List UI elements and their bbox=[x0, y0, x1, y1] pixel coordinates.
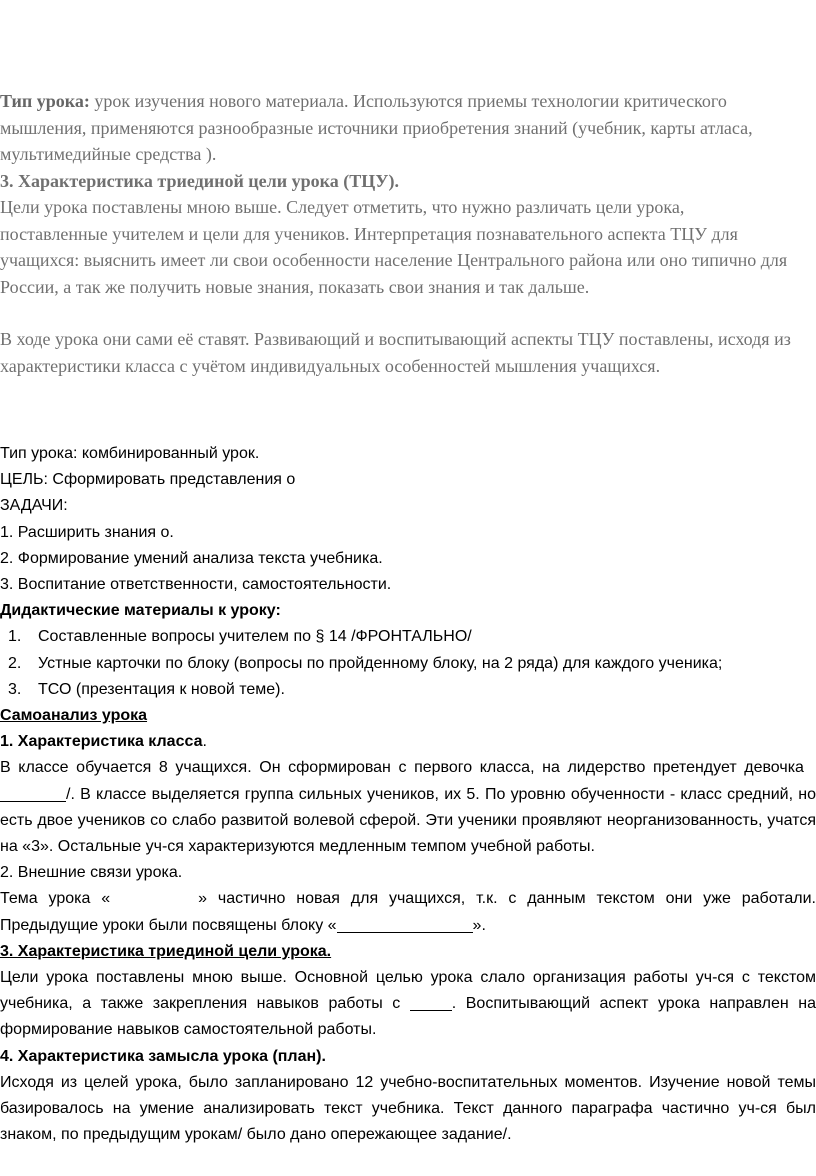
self-analysis-heading: Самоанализ урока bbox=[0, 707, 148, 725]
lesson-type-line: Тип урока: комбинированный урок. bbox=[0, 445, 260, 462]
blank-line bbox=[0, 300, 796, 326]
paragraph-text: ». bbox=[472, 916, 486, 934]
triune-goal-heading: 3. Характеристика триединой цели урока. bbox=[0, 942, 332, 960]
class-characteristic-paragraph bbox=[0, 755, 816, 860]
paragraph-text: . Воспитывающий аспект урока направлен на формирование навыков самостоятельной работы. bbox=[0, 995, 816, 1039]
class-characteristic-heading-line bbox=[0, 729, 816, 755]
task-item: 2. Формирование умений анализа текста учебника. bbox=[0, 549, 383, 567]
fill-in-blank bbox=[337, 915, 473, 933]
class-characteristic-heading: 1. Характеристика класса bbox=[0, 733, 203, 751]
fill-in-blank bbox=[0, 784, 66, 802]
paragraph-text: В классе обучается 8 учащихся. Он сформирован с первого класса, на лидерство претендует девочка bbox=[0, 759, 812, 777]
serif-section bbox=[0, 88, 796, 379]
paragraph-text: /. В классе выделяется группа сильных учеников, их 5. По уровню обученности - класс средний, но есть двое учеников со слабо развитой волевой сферой. Эти ученики проявляют неорганизованность, учатся на «3». Остальные уч-ся характеризуются медленным темпом учебной работы. bbox=[0, 785, 816, 856]
lesson-plan-paragraph: Исходя из целей урока, было запланировано 12 учебно-воспитательных моментов. Изучение новой темы базировалось на умение анализировать текст учебника. Текст данного параграфа частично уч-ся был знаком, по предыдущим урокам/ было дано опережающее задание/. bbox=[0, 1073, 816, 1144]
list-item bbox=[0, 677, 816, 703]
task-item: 1. Расширить знания о. bbox=[0, 523, 174, 541]
task-item: 3. Воспитание ответственности, самостоятельности. bbox=[0, 576, 392, 594]
lesson-type-paragraph bbox=[0, 88, 796, 168]
materials-heading: Дидактические материалы к уроку: bbox=[0, 602, 281, 620]
tcu-heading: 3. Характеристика триединой цели урока (ТЦУ). bbox=[0, 170, 399, 191]
lesson-type-text: урок изучения нового материала. Используются приемы технологии критического мышления, применяются разнообразные источники приобретения знаний (учебник, карты атласа, мультимедийные средства ). bbox=[0, 91, 753, 164]
list-item-number: 1. bbox=[8, 628, 22, 646]
heading-dot: . bbox=[202, 733, 207, 751]
list-item-number: 3. bbox=[8, 680, 22, 698]
sans-section bbox=[0, 441, 816, 1148]
goal-line: ЦЕЛЬ: Сформировать представления о bbox=[0, 471, 296, 489]
lesson-plan-heading: 4. Характеристика замысла урока (план). bbox=[0, 1047, 326, 1065]
paragraph-text: Цели урока поставлены мною выше. Основной целью урока слало организация работы уч-ся с текстом учебника, а также закрепления навыков работы с bbox=[0, 969, 816, 1013]
list-item-text: Составленные вопросы учителем по § 14 /ФРОНТАЛЬНО/ bbox=[38, 628, 472, 646]
list-item-text: ТСО (презентация к новой теме). bbox=[38, 680, 285, 698]
paragraph-text: » частично новая для учащихся, т.к. с данным текстом они уже работали. Предыдущие уроки были посвящены блоку « bbox=[0, 890, 816, 934]
list-item bbox=[0, 651, 816, 677]
external-links-heading: 2. Внешние связи урока. bbox=[0, 864, 183, 882]
external-links-paragraph bbox=[0, 886, 816, 938]
triune-goal-paragraph bbox=[0, 965, 816, 1044]
list-item-text: Устные карточки по блоку (вопросы по пройденному блоку, на 2 ряда) для каждого ученика; bbox=[38, 654, 723, 672]
lesson-type-label: Тип урока: bbox=[0, 91, 90, 111]
list-item bbox=[0, 624, 816, 650]
tasks-label: ЗАДАЧИ: bbox=[0, 497, 68, 515]
paragraph-text: Тема урока « bbox=[0, 890, 111, 908]
fill-in-blank bbox=[410, 993, 452, 1011]
list-item-number: 2. bbox=[8, 654, 22, 672]
materials-list bbox=[0, 624, 816, 703]
tcu-paragraph-2: В ходе урока они сами её ставят. Развивающий и воспитывающий аспекты ТЦУ поставлены, исходя из характеристики класса с учётом индивидуальных особенностей мышления учащихся. bbox=[0, 329, 791, 376]
tcu-paragraph-1: Цели урока поставлены мною выше. Следует отметить, что нужно различать цели урока, поставленные учителем и цели для учеников. Интерпретация познавательного аспекта ТЦУ для учащихся: выяснить имеет ли свои особенности население Центрального района или оно типично для России, а так же получить новые знания, показать свои знания и так дальше. bbox=[0, 197, 788, 297]
